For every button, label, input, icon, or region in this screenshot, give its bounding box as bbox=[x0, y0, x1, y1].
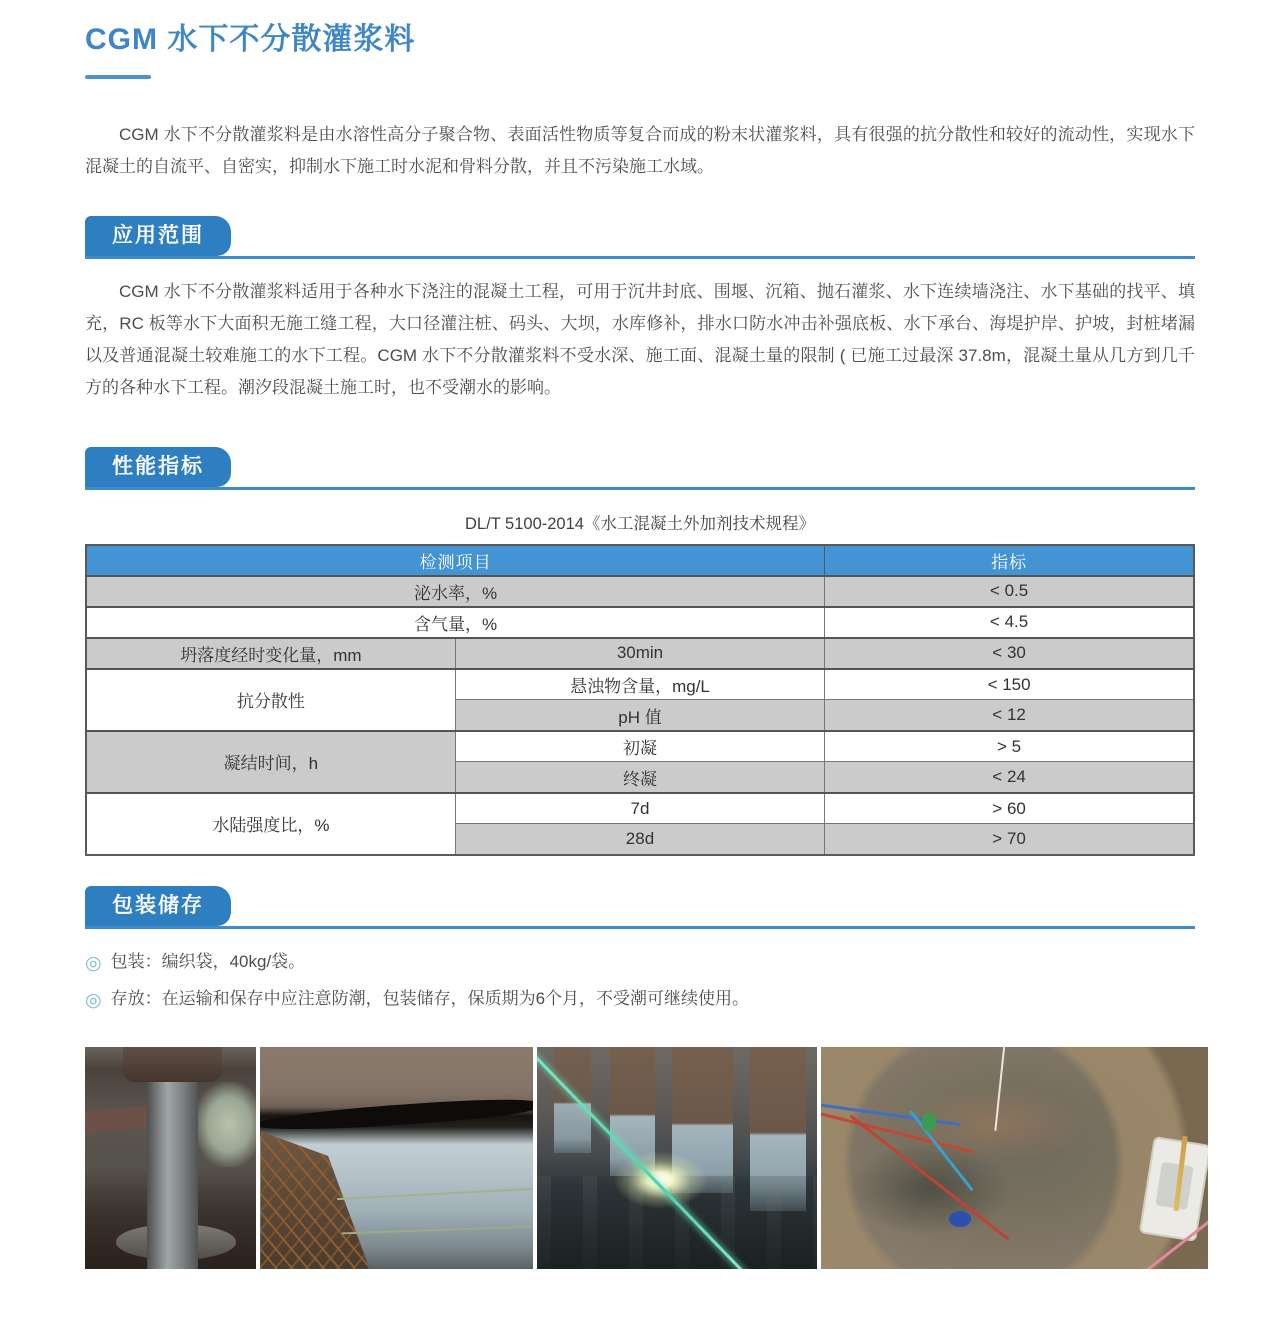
section-application-header bbox=[85, 216, 1195, 259]
table-cell-value: < 4.5 bbox=[825, 607, 1194, 638]
table-cell-value: < 30 bbox=[825, 638, 1194, 669]
table-cell-sub: 悬浊物含量，mg/L bbox=[455, 669, 824, 700]
table-cell-sub: 终凝 bbox=[455, 762, 824, 793]
table-cell-sub: 初凝 bbox=[455, 731, 824, 762]
table-header-item: 检测项目 bbox=[86, 545, 825, 576]
table-row bbox=[86, 638, 1194, 669]
table-header-row bbox=[86, 545, 1194, 576]
standard-reference: DL/T 5100-2014《水工混凝土外加剂技术规程》 bbox=[465, 514, 815, 533]
section-badge-performance: 性能指标 bbox=[85, 447, 231, 487]
table-cell-value: > 70 bbox=[825, 824, 1194, 855]
photo-gallery bbox=[85, 1047, 1208, 1269]
application-paragraph: CGM 水下不分散灌浆料适用于各种水下浇注的混凝土工程，可用于沉井封底、围堰、沉箱、抛石灌浆、水下连续墙浇注、水下基础的找平、填充，RC 板等水下大面积无施工缝工程，大口径灌注桩、码头、大坝，水库修补，排水口防水冲击补强底板、水下承台、海堤护岸、护坡，封桩堵漏以及普通混凝土较难施工的水下工程。CGM 水下不分散灌浆料不受水深、施工面、混凝土量的限制 ( 已施工过最深 37.8m，混凝土量从几方到几千方的各种水下工程。潮汐段混凝土施工时，也不受潮水的影响。 bbox=[85, 281, 1195, 398]
table-cell-value: < 150 bbox=[825, 669, 1194, 700]
section-packaging-header bbox=[85, 886, 1195, 929]
title-underline bbox=[85, 75, 151, 79]
performance-table bbox=[85, 544, 1195, 856]
table-cell-item: 含气量，% bbox=[86, 607, 825, 638]
page bbox=[85, 0, 1195, 1269]
section-badge-application: 应用范围 bbox=[85, 216, 231, 256]
photo-pile-jacket-closeup bbox=[260, 1047, 533, 1269]
table-cell-sub: 28d bbox=[455, 824, 824, 855]
section-badge-packaging: 包装储存 bbox=[85, 886, 231, 926]
table-cell-item: 抗分散性 bbox=[86, 669, 455, 731]
table-row bbox=[86, 669, 1194, 700]
table-header-value: 指标 bbox=[825, 545, 1194, 576]
table-cell-sub: pH 值 bbox=[455, 700, 824, 731]
bullet-packaging bbox=[85, 945, 1195, 982]
packaging-bullets bbox=[85, 945, 1195, 1019]
ring-icon: ◎ bbox=[85, 952, 102, 974]
table-cell-sub: 7d bbox=[455, 793, 824, 824]
page-title: CGM 水下不分散灌浆料 bbox=[85, 23, 416, 56]
table-cell-value: < 0.5 bbox=[825, 576, 1194, 607]
bullet-storage bbox=[85, 982, 1195, 1019]
bullet-text: 包装：编织袋，40kg/袋。 bbox=[110, 951, 306, 971]
table-row bbox=[86, 607, 1194, 638]
table-cell-item: 凝结时间，h bbox=[86, 731, 455, 793]
table-cell-item: 坍落度经时变化量，mm bbox=[86, 638, 455, 669]
table-cell-item: 泌水率，% bbox=[86, 576, 825, 607]
table-cell-sub: 30min bbox=[455, 638, 824, 669]
ring-icon: ◎ bbox=[85, 989, 102, 1011]
table-cell-value: > 5 bbox=[825, 731, 1194, 762]
bullet-text: 存放：在运输和保存中应注意防潮，包装储存，保质期为6个月，不受潮可继续使用。 bbox=[110, 988, 750, 1008]
table-cell-value: < 24 bbox=[825, 762, 1194, 793]
table-cell-value: < 12 bbox=[825, 700, 1194, 731]
photo-cofferdam-mud-pit bbox=[821, 1047, 1208, 1269]
photo-underwater-piers-night bbox=[537, 1047, 817, 1269]
table-cell-value: > 60 bbox=[825, 793, 1194, 824]
section-performance-header bbox=[85, 447, 1195, 490]
table-row bbox=[86, 576, 1194, 607]
intro-paragraph: CGM 水下不分散灌浆料是由水溶性高分子聚合物、表面活性物质等复合而成的粉末状灌浆料，具有很强的抗分散性和较好的流动性，实现水下混凝土的自流平、自密实，抑制水下施工时水泥和骨料分散，并且不污染施工水域。 bbox=[85, 125, 1195, 177]
table-cell-item: 水陆强度比，% bbox=[86, 793, 455, 855]
table-row bbox=[86, 793, 1194, 824]
table-row bbox=[86, 731, 1194, 762]
photo-bridge-pier-column bbox=[85, 1047, 256, 1269]
